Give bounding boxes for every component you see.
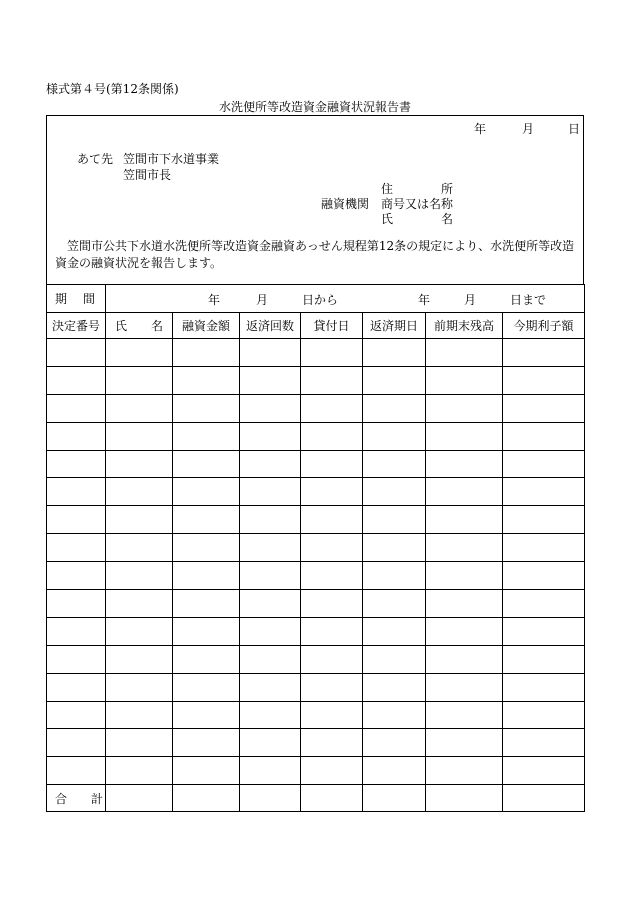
lender-trade-name-label: 商号又は名称	[381, 197, 454, 211]
table-cell[interactable]	[426, 366, 503, 394]
table-row	[47, 729, 585, 757]
column-header-prior-balance: 前期末残高	[426, 313, 503, 339]
table-row	[47, 701, 585, 729]
table-cell[interactable]	[173, 729, 240, 757]
table-cell[interactable]	[106, 562, 173, 590]
table-cell[interactable]	[426, 339, 503, 367]
table-cell[interactable]	[106, 673, 173, 701]
table-cell[interactable]	[47, 617, 106, 645]
column-header-loan-amount: 融資金額	[173, 313, 240, 339]
period-from-year: 年	[208, 293, 221, 307]
table-cell[interactable]	[363, 617, 426, 645]
column-header-loan-date: 貸付日	[301, 313, 363, 339]
table-cell[interactable]	[240, 645, 301, 673]
table-cell[interactable]	[47, 729, 106, 757]
table-cell[interactable]	[47, 590, 106, 618]
table-cell[interactable]	[173, 562, 240, 590]
table-cell[interactable]	[426, 394, 503, 422]
table-cell[interactable]	[301, 729, 363, 757]
page-title: 水洗便所等改造資金融資状況報告書	[218, 100, 411, 114]
table-cell[interactable]	[173, 339, 240, 367]
table-cell[interactable]	[363, 478, 426, 506]
table-row	[47, 562, 585, 590]
table-cell[interactable]	[173, 422, 240, 450]
table-row	[47, 534, 585, 562]
table-cell[interactable]	[301, 366, 363, 394]
table-row	[47, 394, 585, 422]
table-cell[interactable]	[240, 617, 301, 645]
table-cell[interactable]	[47, 450, 106, 478]
table-cell[interactable]	[426, 562, 503, 590]
form-number: 様式第４号(第12条関係)	[46, 82, 179, 96]
total-cell[interactable]	[173, 785, 240, 812]
column-header-due-date: 返済期日	[363, 313, 426, 339]
table-cell[interactable]	[301, 506, 363, 534]
table-cell[interactable]	[47, 394, 106, 422]
table-cell[interactable]	[47, 701, 106, 729]
table-cell[interactable]	[301, 590, 363, 618]
table-row	[47, 506, 585, 534]
total-cell[interactable]	[106, 785, 173, 812]
column-header-decision-number: 決定番号	[47, 313, 106, 339]
table-cell[interactable]	[503, 729, 585, 757]
table-cell[interactable]	[106, 366, 173, 394]
table-cell[interactable]	[240, 562, 301, 590]
column-header-repayment-count: 返済回数	[240, 313, 301, 339]
table-cell[interactable]	[173, 506, 240, 534]
table-cell[interactable]	[173, 478, 240, 506]
table-cell[interactable]	[47, 562, 106, 590]
table-cell[interactable]	[503, 339, 585, 367]
table-cell[interactable]	[301, 478, 363, 506]
table-cell[interactable]	[106, 729, 173, 757]
table-cell[interactable]	[503, 394, 585, 422]
table-cell[interactable]	[363, 701, 426, 729]
table-cell[interactable]	[426, 673, 503, 701]
table-cell[interactable]	[47, 478, 106, 506]
table-cell[interactable]	[503, 422, 585, 450]
table-cell[interactable]	[47, 534, 106, 562]
table-cell[interactable]	[240, 394, 301, 422]
table-cell[interactable]	[503, 757, 585, 785]
table-cell[interactable]	[106, 534, 173, 562]
table-cell[interactable]	[301, 617, 363, 645]
table-cell[interactable]	[301, 394, 363, 422]
column-header-interest: 今期利子額	[503, 313, 585, 339]
table-cell[interactable]	[503, 478, 585, 506]
table-cell[interactable]	[503, 366, 585, 394]
table-cell[interactable]	[363, 590, 426, 618]
table-cell[interactable]	[240, 701, 301, 729]
table-row	[47, 757, 585, 785]
table-cell[interactable]	[240, 450, 301, 478]
table-cell[interactable]	[426, 617, 503, 645]
table-cell[interactable]	[301, 450, 363, 478]
table-cell[interactable]	[363, 339, 426, 367]
table-cell[interactable]	[240, 339, 301, 367]
table-cell[interactable]	[240, 366, 301, 394]
table-cell[interactable]	[426, 450, 503, 478]
table-cell[interactable]	[363, 506, 426, 534]
table-row	[47, 478, 585, 506]
column-header-name: 氏 名	[106, 313, 173, 339]
report-statement: 笠間市公共下水道水洗便所等改造資金融資あっせん規程第12条の規定により、水洗便所等改造資金の融資状況を報告します。	[55, 239, 575, 270]
table-cell[interactable]	[106, 506, 173, 534]
column-header-row	[47, 313, 585, 339]
table-row	[47, 590, 585, 618]
period-from-month: 月	[256, 293, 269, 307]
table-cell[interactable]	[47, 673, 106, 701]
table-cell[interactable]	[426, 590, 503, 618]
table-cell[interactable]	[173, 645, 240, 673]
report-header-box	[46, 115, 584, 285]
period-to-day: 日まで	[510, 293, 547, 307]
table-cell[interactable]	[173, 590, 240, 618]
total-cell[interactable]	[301, 785, 363, 812]
table-cell[interactable]	[173, 366, 240, 394]
table-cell[interactable]	[106, 478, 173, 506]
total-cell[interactable]	[363, 785, 426, 812]
lender-address-label: 住 所	[381, 182, 454, 196]
table-cell[interactable]	[301, 534, 363, 562]
table-cell[interactable]	[363, 366, 426, 394]
table-cell[interactable]	[106, 394, 173, 422]
table-cell[interactable]	[503, 562, 585, 590]
date-day: 日	[568, 122, 581, 136]
table-cell[interactable]	[47, 339, 106, 367]
date-year: 年	[474, 122, 487, 136]
loan-status-table	[46, 284, 585, 812]
table-row	[47, 422, 585, 450]
period-range	[106, 285, 585, 313]
date-month: 月	[522, 122, 535, 136]
table-cell[interactable]	[426, 729, 503, 757]
total-cell[interactable]	[240, 785, 301, 812]
table-cell[interactable]	[47, 366, 106, 394]
table-cell[interactable]	[503, 701, 585, 729]
table-cell[interactable]	[173, 394, 240, 422]
table-cell[interactable]	[503, 590, 585, 618]
table-cell[interactable]	[426, 422, 503, 450]
table-row	[47, 450, 585, 478]
table-cell[interactable]	[503, 673, 585, 701]
table-cell[interactable]	[301, 562, 363, 590]
table-cell[interactable]	[173, 673, 240, 701]
table-row	[47, 617, 585, 645]
table-cell[interactable]	[106, 701, 173, 729]
table-cell[interactable]	[240, 506, 301, 534]
recipient-label: あて先	[77, 152, 114, 166]
table-cell[interactable]	[503, 450, 585, 478]
table-cell[interactable]	[47, 757, 106, 785]
table-cell[interactable]	[173, 701, 240, 729]
table-cell[interactable]	[426, 534, 503, 562]
period-to-month: 月	[464, 293, 477, 307]
table-cell[interactable]	[363, 673, 426, 701]
table-cell[interactable]	[363, 422, 426, 450]
table-row	[47, 645, 585, 673]
table-cell[interactable]	[363, 534, 426, 562]
table-cell[interactable]	[503, 534, 585, 562]
recipient-line1: 笠間市下水道事業	[123, 152, 220, 166]
recipient-line2: 笠間市長	[123, 168, 172, 182]
table-cell[interactable]	[240, 590, 301, 618]
table-cell[interactable]	[503, 506, 585, 534]
table-cell[interactable]	[240, 673, 301, 701]
table-cell[interactable]	[301, 757, 363, 785]
period-to-year: 年	[418, 293, 431, 307]
table-cell[interactable]	[106, 645, 173, 673]
table-cell[interactable]	[240, 422, 301, 450]
table-cell[interactable]	[173, 450, 240, 478]
table-cell[interactable]	[106, 617, 173, 645]
total-cell[interactable]	[503, 785, 585, 812]
period-row	[47, 285, 585, 313]
total-cell[interactable]	[426, 785, 503, 812]
table-cell[interactable]	[301, 645, 363, 673]
table-cell[interactable]	[363, 757, 426, 785]
table-cell[interactable]	[426, 757, 503, 785]
table-cell[interactable]	[301, 422, 363, 450]
table-cell[interactable]	[240, 729, 301, 757]
table-cell[interactable]	[503, 617, 585, 645]
table-cell[interactable]	[173, 534, 240, 562]
table-row	[47, 366, 585, 394]
table-cell[interactable]	[426, 506, 503, 534]
table-cell[interactable]	[363, 645, 426, 673]
lender-org-label: 融資機関	[321, 197, 370, 211]
table-cell[interactable]	[426, 701, 503, 729]
table-cell[interactable]	[301, 339, 363, 367]
table-cell[interactable]	[503, 645, 585, 673]
table-cell[interactable]	[363, 562, 426, 590]
lender-name-label: 氏 名	[381, 212, 454, 226]
table-cell[interactable]	[240, 534, 301, 562]
table-cell[interactable]	[363, 729, 426, 757]
table-cell[interactable]	[173, 617, 240, 645]
period-from-day: 日から	[302, 293, 339, 307]
table-row	[47, 339, 585, 367]
table-cell[interactable]	[106, 450, 173, 478]
period-label: 期 間	[47, 285, 106, 313]
table-cell[interactable]	[301, 673, 363, 701]
table-cell[interactable]	[106, 422, 173, 450]
table-cell[interactable]	[106, 590, 173, 618]
table-cell[interactable]	[47, 506, 106, 534]
table-cell[interactable]	[47, 422, 106, 450]
table-cell[interactable]	[240, 757, 301, 785]
table-cell[interactable]	[363, 450, 426, 478]
table-cell[interactable]	[426, 645, 503, 673]
table-cell[interactable]	[106, 339, 173, 367]
total-label: 合 計	[47, 785, 106, 812]
table-cell[interactable]	[106, 757, 173, 785]
table-cell[interactable]	[301, 701, 363, 729]
table-cell[interactable]	[173, 757, 240, 785]
table-cell[interactable]	[47, 645, 106, 673]
table-cell[interactable]	[426, 478, 503, 506]
table-cell[interactable]	[363, 394, 426, 422]
total-row	[47, 785, 585, 812]
table-cell[interactable]	[240, 478, 301, 506]
table-row	[47, 673, 585, 701]
